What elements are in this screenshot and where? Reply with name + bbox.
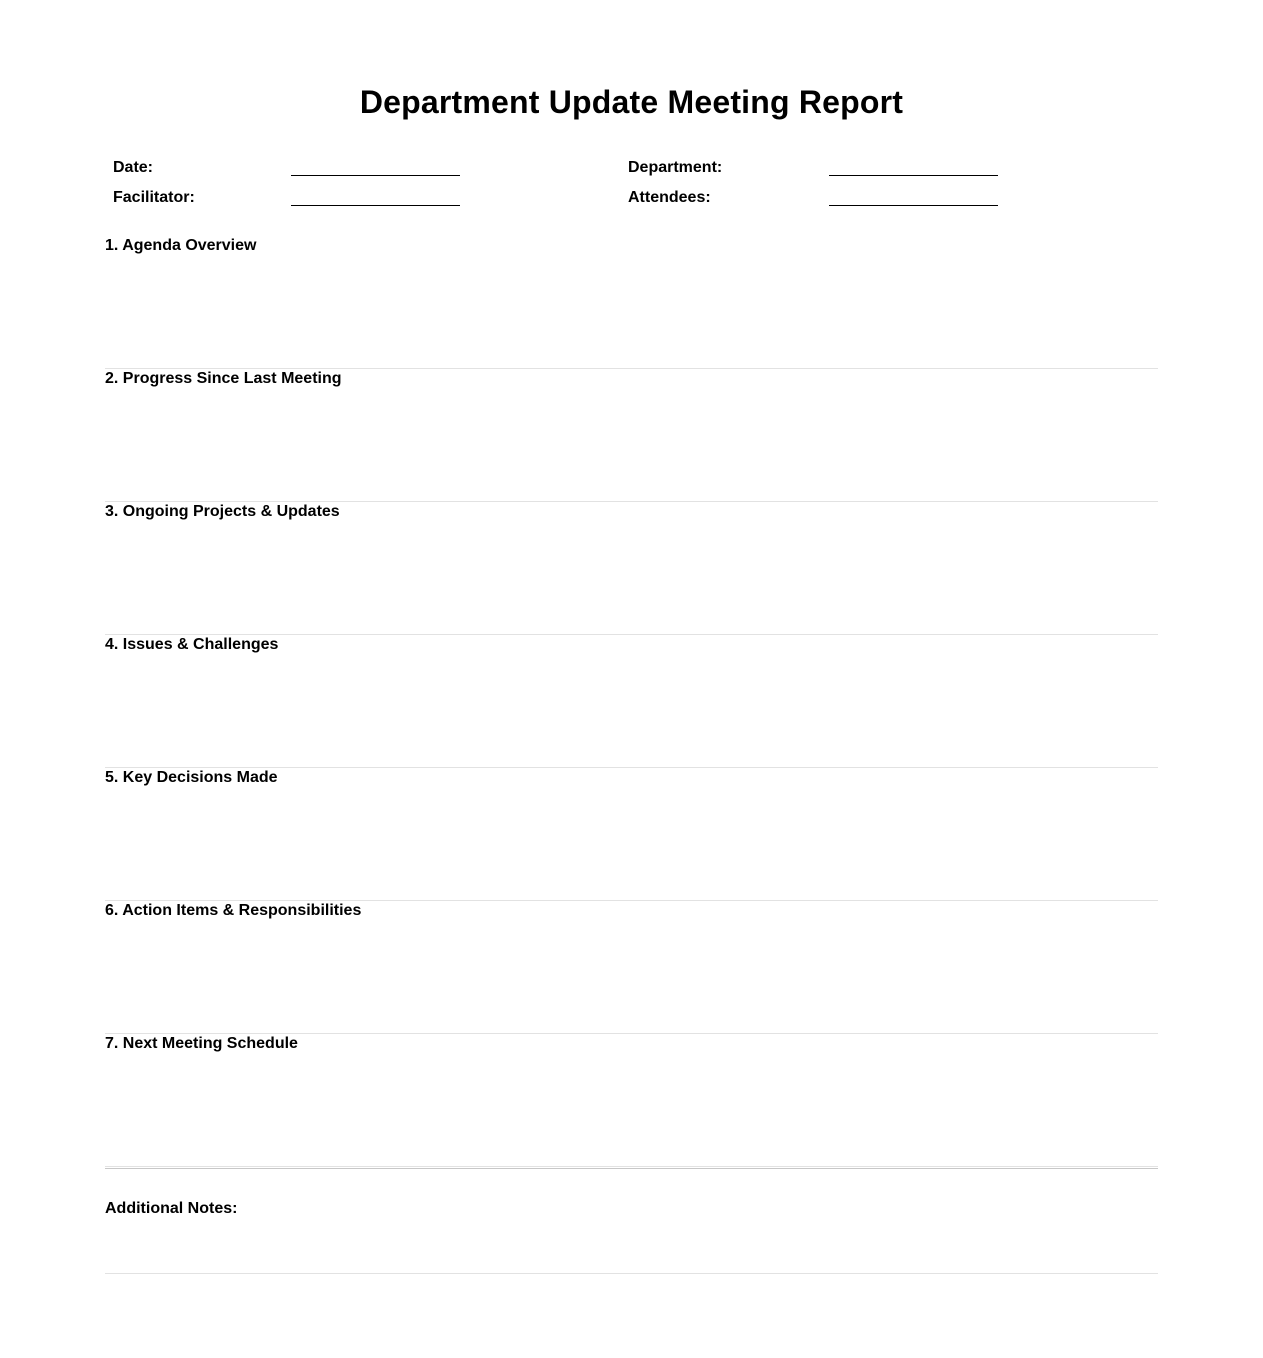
- facilitator-label: Facilitator:: [113, 189, 195, 206]
- page-title: Department Update Meeting Report: [359, 84, 904, 120]
- section-agenda-overview[interactable]: [105, 236, 1158, 369]
- section-heading: 7. Next Meeting Schedule: [105, 1035, 298, 1052]
- department-label: Department:: [628, 159, 723, 176]
- department-field[interactable]: [829, 175, 998, 176]
- section-heading: 5. Key Decisions Made: [105, 769, 278, 786]
- facilitator-field[interactable]: [291, 205, 460, 206]
- date-label: Date:: [113, 159, 154, 176]
- section-heading: 6. Action Items & Responsibilities: [105, 902, 362, 919]
- attendees-label: Attendees:: [628, 189, 711, 206]
- section-issues-challenges[interactable]: [105, 635, 1158, 768]
- section-heading: 1. Agenda Overview: [105, 237, 257, 254]
- attendees-field[interactable]: [829, 205, 998, 206]
- section-next-meeting[interactable]: [105, 1034, 1158, 1167]
- notes-label: Additional Notes:: [105, 1200, 238, 1217]
- section-progress[interactable]: [105, 369, 1158, 502]
- section-key-decisions[interactable]: [105, 768, 1158, 901]
- notes-divider: [105, 1168, 1158, 1169]
- date-field[interactable]: [291, 175, 460, 176]
- section-ongoing-projects[interactable]: [105, 502, 1158, 635]
- section-heading: 4. Issues & Challenges: [105, 636, 279, 653]
- additional-notes-area[interactable]: [105, 1199, 1158, 1274]
- section-action-items[interactable]: [105, 901, 1158, 1034]
- section-heading: 2. Progress Since Last Meeting: [105, 370, 342, 387]
- section-heading: 3. Ongoing Projects & Updates: [105, 503, 340, 520]
